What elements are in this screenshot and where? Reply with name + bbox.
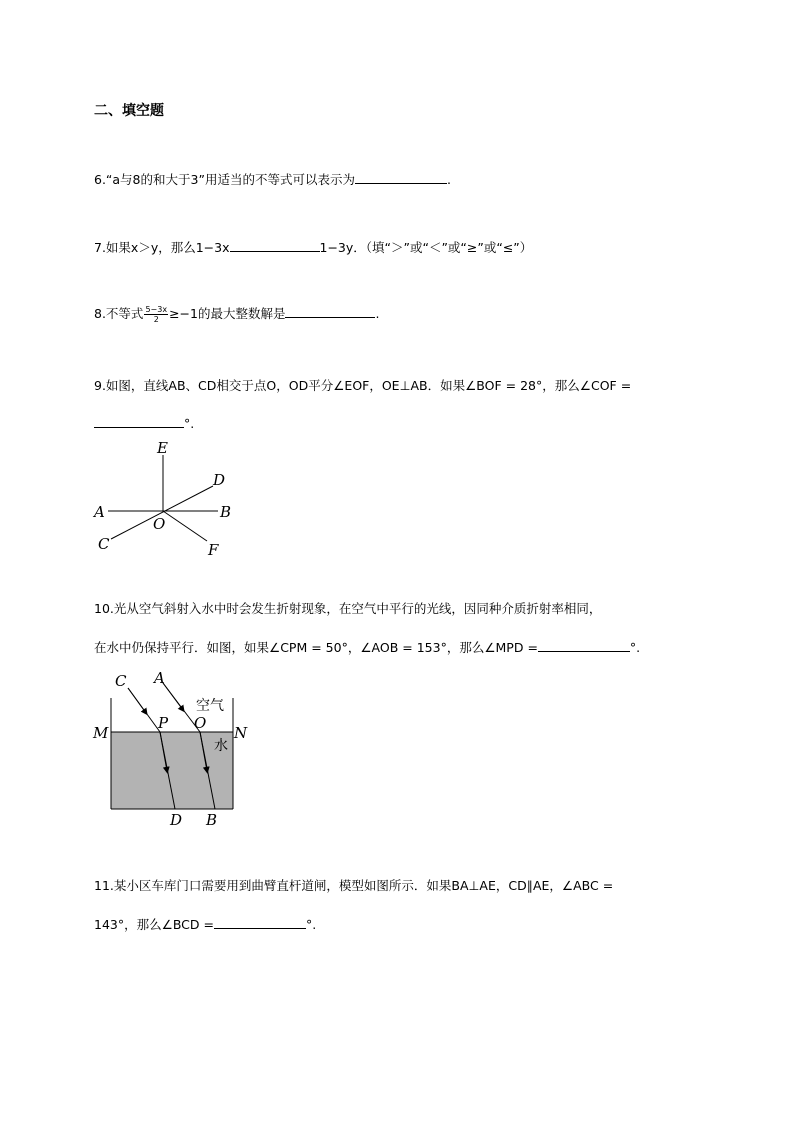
figure-9-intersecting-lines xyxy=(90,435,250,565)
question-8 xyxy=(94,304,379,324)
question-11-text: 143°，那么∠BCD = xyxy=(94,917,214,932)
label-d: D xyxy=(170,811,183,829)
answer-blank-9[interactable] xyxy=(94,414,184,428)
label-d: D xyxy=(213,471,226,489)
question-9-end: °. xyxy=(184,416,195,431)
question-6 xyxy=(94,170,451,189)
label-m: M xyxy=(93,724,109,742)
ray-of xyxy=(163,511,207,541)
question-10-line-1: 10.光从空气斜射入水中时会发生折射现象，在空气中平行的光线，因同种介质折射率相同， xyxy=(94,601,602,616)
answer-blank-8[interactable] xyxy=(285,304,375,318)
label-o: O xyxy=(153,515,166,533)
answer-blank-10[interactable] xyxy=(538,638,630,652)
question-10-end: °. xyxy=(629,640,641,655)
answer-blank-6[interactable] xyxy=(355,170,447,184)
ray-ao-arrow xyxy=(163,683,183,710)
label-b: B xyxy=(220,503,232,521)
question-10-line-2 xyxy=(94,638,640,657)
question-11-line-1: 11.某小区车库门口需要用到曲臂直杆道闸，模型如图所示．如果BA⊥AE，CD∥AE，∠ABC = xyxy=(94,878,614,893)
label-o: O xyxy=(194,714,207,732)
label-air: 空气 xyxy=(196,698,224,714)
label-c: C xyxy=(115,672,127,690)
label-n: N xyxy=(234,724,248,742)
label-c: C xyxy=(98,535,110,553)
question-8-pre: 8.不等式 xyxy=(94,306,144,321)
label-b: B xyxy=(206,811,218,829)
label-a: A xyxy=(94,503,105,521)
section-title: 二、填空题 xyxy=(94,103,164,119)
label-a: A xyxy=(154,669,165,687)
inequality-fraction xyxy=(144,305,168,324)
figure-10-refraction xyxy=(90,668,260,833)
question-11-end: °. xyxy=(305,917,317,932)
label-e: E xyxy=(157,439,168,457)
label-water: 水 xyxy=(214,738,228,754)
question-8-post: ≥−1的最大整数解是 xyxy=(169,306,286,321)
question-8-end: . xyxy=(375,306,380,321)
question-7-text: 7.如果x＞y，那么1−3x xyxy=(94,240,230,255)
question-6-end: . xyxy=(446,172,451,187)
question-10-text: 在水中仍保持平行．如图，如果∠CPM = 50°，∠AOB = 153°，那么∠MPD = xyxy=(94,640,538,655)
label-f: F xyxy=(208,541,219,559)
fraction-denominator: 2 xyxy=(153,315,159,324)
question-7 xyxy=(94,238,532,257)
answer-blank-7[interactable] xyxy=(230,238,320,252)
question-9-line-1: 9.如图，直线AB、CD相交于点O，OD平分∠EOF，OE⊥AB．如果∠BOF = 28°，那么∠COF = xyxy=(94,378,632,393)
question-11-line-2 xyxy=(94,915,316,934)
fraction-numerator: 5−3x xyxy=(145,305,168,314)
label-p: P xyxy=(158,714,169,732)
question-6-text: 6.“a与8的和大于3”用适当的不等式可以表示为 xyxy=(94,172,355,187)
answer-blank-11[interactable] xyxy=(214,915,306,929)
ray-cp-arrow xyxy=(128,688,146,713)
question-7-after: 1−3y．（填“＞”或“＜”或“≥”或“≤”） xyxy=(319,240,533,255)
question-9-line-2 xyxy=(94,414,194,433)
